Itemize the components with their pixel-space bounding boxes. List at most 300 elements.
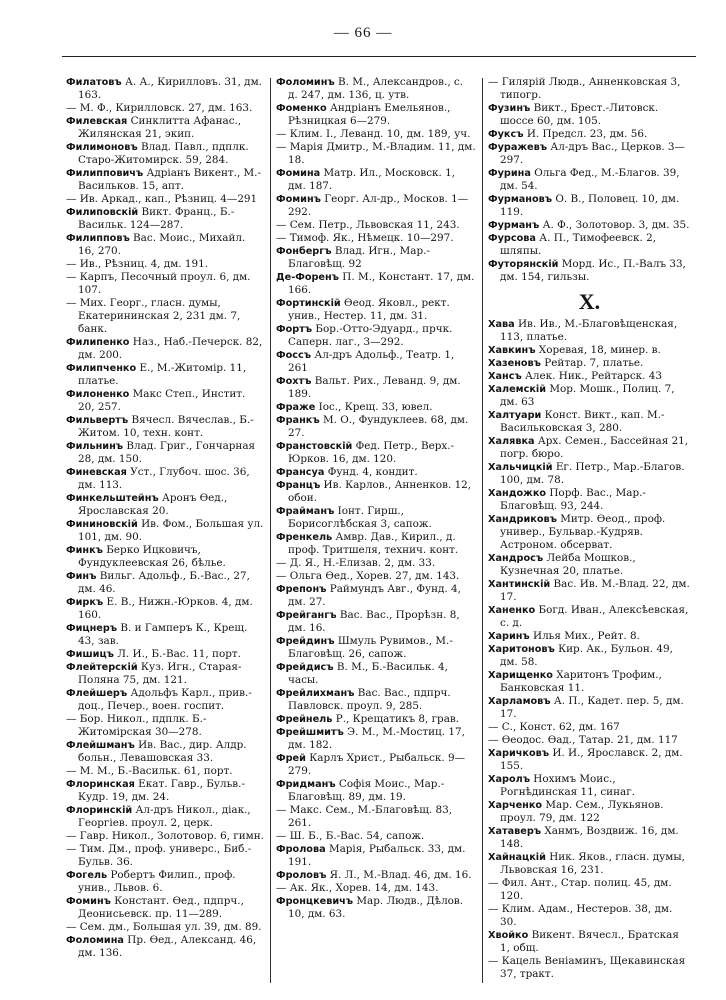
entry-text: Викент. Вячесл., Братская 1, общ.: [500, 929, 679, 954]
entry-text: Софія Моис., Мар.-Благовѣщ. 89, дм. 19.: [288, 778, 445, 803]
entry-surname: Хандриковъ: [488, 514, 557, 525]
entry-surname: Фиркъ: [66, 597, 104, 608]
entry-surname: Флейтерскій: [66, 662, 138, 673]
directory-entry: [488, 258, 691, 284]
directory-entry: [66, 661, 265, 687]
directory-entry: [66, 141, 265, 167]
entry-surname: Фрейшмитъ: [276, 727, 344, 738]
entry-text: Ольга Фед., М.-Благов. 39, дм. 54.: [500, 167, 680, 192]
entry-text: Аронъ Ѳед., Ярославская 20.: [78, 492, 228, 517]
entry-surname: Фролова: [276, 844, 326, 855]
entry-text: Матр. Ил., Московск. 1, дм. 187.: [288, 167, 456, 192]
directory-entry: [66, 232, 265, 258]
entry-text: Фед. Петр., Верх.-Юрков. 16, дм. 120.: [288, 440, 455, 465]
directory-entry: [488, 552, 691, 578]
directory-entry: [276, 778, 476, 804]
entry-text: Андріанъ Емельянов., Рѣзницкая 6—279.: [288, 102, 451, 127]
directory-entry: [276, 219, 476, 232]
directory-entry: [488, 102, 691, 128]
directory-entry: [66, 518, 265, 544]
entry-text: Я. Л., М.-Влад. 46, дм. 16.: [329, 869, 472, 881]
directory-entry: [66, 466, 265, 492]
entry-text: Хоревая, 18, минер. в.: [538, 344, 661, 356]
entry-text: — Макс. Сем., М.-Благовѣщ. 83, 261.: [276, 804, 453, 829]
entry-text: Ал-дръ Никол., діак., Георгіев. проул. 2, церк.: [78, 804, 251, 829]
entry-surname: Ханенко: [488, 605, 536, 616]
entry-text: Синклитта Афанас., Жилянская 21, экип.: [78, 115, 242, 140]
directory-entry: [276, 232, 476, 245]
column-divider: [482, 78, 483, 983]
entry-text: Мар. Сем., Лукьянов. проул. 79, дм. 122: [500, 799, 664, 824]
entry-surname: Флейшманъ: [66, 740, 135, 751]
directory-entry: [488, 773, 691, 799]
directory-entry: [276, 167, 476, 193]
entry-text: И. Предсл. 23, дм. 56.: [526, 128, 648, 140]
entry-text: Лейба Мошков., Кузнечная 20, платье.: [500, 552, 636, 577]
directory-entry: [66, 765, 265, 778]
entry-text: — Клим. Адам., Нестеров. 38, дм. 30.: [488, 903, 673, 928]
directory-entry: [66, 193, 265, 206]
entry-text: Ив. Фом., Большая ул. 101, дм. 90.: [78, 518, 264, 543]
column-middle: [276, 76, 476, 991]
entry-surname: Хвойко: [488, 930, 529, 941]
entry-surname: Футорянскій: [488, 259, 559, 270]
entry-text: — Ѳеодос. Ѳад., Татар. 21, дм. 117: [488, 734, 678, 746]
entry-surname: Харолъ: [488, 774, 530, 785]
directory-entry: [66, 648, 265, 661]
entry-text: — Гавр. Никол., Золотовор. 6, гимн.: [66, 830, 264, 842]
entry-text: — Ш. Б., Б.-Вас. 54, сапож.: [276, 830, 425, 842]
entry-surname: Фрейдинъ: [276, 636, 335, 647]
entry-text: Вас. Моис., Михайл. 16, 270.: [78, 232, 246, 257]
directory-entry: [276, 375, 476, 401]
directory-entry: [488, 929, 691, 955]
entry-surname: Филатовъ: [66, 77, 122, 88]
entry-text: Р., Крещатикъ 8, грав.: [335, 713, 460, 725]
entry-text: М. О., Фундуклеев. 68, дм. 27.: [288, 414, 469, 439]
entry-surname: Финевская: [66, 467, 127, 478]
entry-surname: Франсуа: [276, 467, 325, 478]
entry-text: — Карпъ, Песочный проул. 6, дм. 107.: [66, 271, 251, 296]
entry-text: — Ак. Як., Хорев. 14, дм. 143.: [276, 882, 439, 894]
column-divider: [270, 78, 271, 983]
entry-text: Пр. Ѳед., Александ. 46, дм. 136.: [78, 934, 257, 959]
entry-text: Наз., Наб.-Печерск. 82, дм. 200.: [78, 336, 263, 361]
directory-entry: [488, 578, 691, 604]
entry-text: Раймундъ Авг., Фунд. 4, дм. 27.: [288, 583, 461, 608]
entry-surname: Фуксъ: [488, 129, 524, 140]
directory-entry: [488, 370, 691, 383]
entry-text: О. В., Половец. 10, дм. 119.: [500, 193, 680, 218]
entry-surname: Филипповичъ: [66, 168, 144, 179]
entry-surname: Харченко: [488, 800, 543, 811]
directory-entry: [66, 713, 265, 739]
directory-entry: [488, 955, 691, 981]
column-left: [66, 76, 265, 991]
entry-text: Л. И., Б.-Вас. 11, порт.: [117, 648, 241, 660]
entry-surname: Фузинъ: [488, 103, 531, 114]
entry-text: В. и Гамперъ К., Крещ. 43, зав.: [78, 622, 248, 647]
entry-text: Марія, Рыбальск. 33, дм. 191.: [288, 843, 466, 868]
directory-entry: [66, 778, 265, 804]
entry-text: Илья Мих., Рейт. 8.: [533, 630, 640, 642]
directory-entry: [276, 141, 476, 167]
entry-text: Бор.-Отто-Эдуард., прчк. Саперн. лаг., 3—292.: [288, 323, 453, 348]
directory-entry: [488, 435, 691, 461]
entry-text: — С., Конст. 62, дм. 167: [488, 721, 620, 733]
entry-surname: Финкельштейнъ: [66, 493, 159, 504]
entry-text: Ѳеод. Яковл., рект. унив., Нестер. 11, дм. 31.: [288, 297, 450, 322]
directory-entry: [276, 583, 476, 609]
directory-entry: [66, 492, 265, 518]
directory-entry: [488, 721, 691, 734]
entry-surname: Хава: [488, 319, 515, 330]
entry-text: Рейтар. 7, платье.: [544, 357, 644, 369]
entry-surname: Филипенко: [66, 337, 130, 348]
directory-entry: [66, 830, 265, 843]
entry-surname: Франстовскій: [276, 441, 353, 452]
directory-entry: [488, 643, 691, 669]
entry-surname: Флейшеръ: [66, 688, 128, 699]
entry-text: Амвр. Дав., Кирил., д. проф. Тритшеля, технич. конт.: [288, 531, 459, 556]
entry-surname: Фурманъ: [488, 220, 540, 231]
entry-surname: Филоненко: [66, 389, 130, 400]
entry-surname: Хальчицкій: [488, 462, 553, 473]
directory-entry: [488, 695, 691, 721]
directory-entry: [66, 895, 265, 921]
entry-surname: Фонбергъ: [276, 246, 332, 257]
directory-entry: [488, 232, 691, 258]
entry-text: Іонт. Гирш., Борисоглѣбская 3, сапож.: [288, 505, 432, 530]
entry-surname: Филипченко: [66, 363, 137, 374]
entry-text: А. Ф., Золотовор. 3, дм. 35.: [542, 219, 690, 231]
entry-text: Кир. Ак., Бульон. 49, дм. 58.: [500, 643, 673, 668]
directory-entry: [488, 461, 691, 487]
directory-entry: [488, 903, 691, 929]
entry-text: Адріанъ Викент., М.-Васильков. 15, апт.: [78, 167, 261, 192]
directory-entry: [66, 934, 265, 960]
entry-surname: Фильвертъ: [66, 415, 129, 426]
entry-surname: Харламовъ: [488, 696, 551, 707]
entry-text: — Бор. Никол., пдплк. Б.-Житомірская 30—278.: [66, 713, 207, 738]
entry-text: Констант. Ѳед., пдпрч., Деонисьевск. пр. 11—289.: [78, 895, 244, 920]
entry-surname: Фрейнель: [276, 714, 333, 725]
entry-text: Влад. Игн., Мар.-Благовѣщ. 92: [288, 245, 430, 270]
entry-surname: Фогель: [66, 870, 108, 881]
entry-text: Влад. Павл., пдплк. Старо-Житомирск. 59, 284.: [78, 141, 249, 166]
entry-surname: Фрей: [276, 753, 306, 764]
directory-entry: [488, 851, 691, 877]
page-number: — 66 —: [333, 25, 393, 41]
entry-surname: Харищенко: [488, 670, 553, 681]
directory-entry: [66, 388, 265, 414]
directory-entry: [66, 102, 265, 115]
directory-entry: [276, 505, 476, 531]
entry-text: Берко Ицковичъ, Фундуклеевская 26, бѣлье.: [78, 544, 226, 569]
entry-text: Э. М., М.-Мостиц. 17, дм. 182.: [288, 726, 465, 751]
directory-entry: [276, 713, 476, 726]
entry-text: Вальт. Рих., Леванд. 9, дм. 189.: [288, 375, 461, 400]
directory-entry: [276, 661, 476, 687]
entry-text: Конст. Викт., кап. М.-Васильковская 3, 280.: [500, 409, 665, 434]
entry-surname: Фортинскій: [276, 298, 341, 309]
directory-entry: [66, 115, 265, 141]
directory-entry: [276, 440, 476, 466]
entry-surname: Фортъ: [276, 324, 313, 335]
entry-surname: Фраже: [276, 402, 316, 413]
entry-surname: Халемскій: [488, 384, 547, 395]
directory-entry: [276, 804, 476, 830]
entry-text: Викт., Брест.-Литовск. шоссе 60, дм. 105.: [500, 102, 659, 127]
entry-surname: Фоминъ: [66, 896, 111, 907]
entry-text: — М. М., Б.-Васильк. 61, порт.: [66, 765, 233, 777]
entry-text: — Марія Дмитр., М.-Владим. 11, дм. 18.: [276, 141, 476, 166]
directory-entry: [66, 271, 265, 297]
directory-entry: [66, 739, 265, 765]
directory-entry: [66, 362, 265, 388]
directory-entry: [66, 804, 265, 830]
directory-entry: [66, 921, 265, 934]
entry-text: Ханмъ, Воздвиж. 16, дм. 148.: [500, 825, 679, 850]
entry-surname: Фоминъ: [276, 194, 321, 205]
entry-surname: Фильнинъ: [66, 441, 124, 452]
entry-surname: Фохтъ: [276, 376, 312, 387]
entry-text: Ник. Яков., гласн. думы, Львовская 16, 231.: [500, 851, 685, 876]
entry-text: Адольфъ Карл., прив.-доц., Печер., воен. госпит.: [78, 687, 252, 712]
entry-text: Харитонъ Трофим., Банковская 11.: [500, 669, 662, 694]
directory-entry: [276, 479, 476, 505]
entry-surname: Фурина: [488, 168, 531, 179]
directory-entry: [488, 383, 691, 409]
entry-text: В. М., Александров., с. д. 247, дм. 136, ц. утв.: [288, 76, 464, 101]
directory-entry: [276, 752, 476, 778]
entry-surname: Финъ: [66, 571, 97, 582]
directory-entry: [276, 882, 476, 895]
entry-text: Митр. Ѳеод., проф. универ., Бульвар.-Кудряв. Астроном. обсерват.: [500, 513, 666, 551]
entry-surname: Хантинскій: [488, 579, 551, 590]
entry-surname: Фронцкевичъ: [276, 896, 354, 907]
entry-text: Макс Степ., Инстит. 20, 257.: [78, 388, 246, 413]
entry-text: Влад. Григ., Гончарная 28, дм. 150.: [78, 440, 256, 465]
entry-text: Мар. Людв., Дѣлов. 10, дм. 63.: [288, 895, 464, 920]
directory-entry: [276, 635, 476, 661]
entry-surname: Хансъ: [488, 371, 522, 382]
entry-text: Алек. Ник., Рейтарск. 43: [525, 370, 662, 382]
entry-surname: Хайнацкій: [488, 852, 546, 863]
entry-text: Шмуль Рувимов., М.-Благовѣщ. 26, сапож.: [288, 635, 453, 660]
entry-surname: Флоринскій: [66, 805, 133, 816]
entry-text: А. П., Кадет. пер. 5, дм. 17.: [500, 695, 684, 720]
entry-text: Вас. Вас., пдпрч. Павловск. проул. 9, 285.: [288, 687, 451, 712]
directory-entry: [276, 531, 476, 557]
directory-entry: [488, 344, 691, 357]
directory-entry: [276, 245, 476, 271]
entry-surname: Фрейлихманъ: [276, 688, 355, 699]
entry-surname: Фуражевъ: [488, 142, 548, 153]
section-letter: X.: [578, 289, 601, 314]
directory-entry: [276, 414, 476, 440]
directory-entry: [66, 544, 265, 570]
entry-surname: Халявка: [488, 436, 535, 447]
entry-text: — Сем. дм., Большая ул. 39, дм. 89.: [66, 921, 262, 933]
entry-text: — Тимоф. Як., Нѣмецк. 10—297.: [276, 232, 454, 244]
directory-entry: [276, 193, 476, 219]
directory-entry: [276, 726, 476, 752]
entry-text: Вас. Вас., Прорѣзн. 8, дм. 16.: [288, 609, 460, 634]
entry-text: — Ольга Ѳед., Хорев. 27, дм. 143.: [276, 570, 460, 582]
entry-text: — Сем. Петр., Львовская 11, 243.: [276, 219, 460, 231]
entry-surname: Фоссъ: [276, 350, 312, 361]
entry-text: Викт. Франц., Б.-Васильк. 124—287.: [78, 206, 235, 231]
entry-surname: Хазеновъ: [488, 358, 541, 369]
directory-entry: [276, 401, 476, 414]
entry-surname: Харинъ: [488, 631, 530, 642]
directory-entry: [276, 128, 476, 141]
entry-surname: Хандросъ: [488, 553, 544, 564]
directory-entry: [276, 687, 476, 713]
entry-text: Богд. Иван., Алексѣевская, с. д.: [500, 604, 689, 629]
entry-surname: Фоломинъ: [276, 77, 335, 88]
entry-text: Ив. Карлов., Анненков. 12, обои.: [288, 479, 472, 504]
entry-text: Робертъ Филип., проф. унив., Львов. 6.: [78, 869, 236, 894]
directory-entry: [276, 102, 476, 128]
entry-surname: Фурсова: [488, 233, 536, 244]
directory-entry: [488, 669, 691, 695]
directory-entry: [66, 570, 265, 596]
entry-surname: Фининовскій: [66, 519, 138, 530]
entry-text: — Гилярій Людв., Анненковская 3, типогр.: [488, 76, 681, 101]
directory-entry: [488, 630, 691, 643]
entry-text: — М. Ф., Кирилловск. 27, дм. 163.: [66, 102, 253, 114]
directory-entry: [276, 557, 476, 570]
entry-text: Е. В., Нижн.-Юрков. 4, дм. 160.: [78, 596, 253, 621]
directory-entry: [276, 830, 476, 843]
entry-text: В. М., Б.-Васильк. 4, часы.: [288, 661, 448, 686]
directory-entry: [488, 76, 691, 102]
entry-text: Куз. Игн., Старая-Поляна 75, дм. 121.: [78, 661, 242, 686]
directory-entry: [276, 297, 476, 323]
directory-entry: [66, 414, 265, 440]
entry-surname: Харитоновъ: [488, 644, 555, 655]
directory-entry: [488, 318, 691, 344]
directory-entry: [66, 76, 265, 102]
entry-text: Іос., Крещ. 33, ювел.: [318, 401, 433, 413]
entry-text: Фунд. 4, кондит.: [327, 466, 418, 478]
entry-surname: Хандожко: [488, 488, 547, 499]
entry-text: — Мих. Георг., гласн. думы, Екатерининская 2, 231 дм. 7, банк.: [66, 297, 241, 335]
entry-surname: Франкъ: [276, 415, 320, 426]
directory-entry: [276, 323, 476, 349]
directory-entry: [488, 825, 691, 851]
entry-text: Георг. Ал-др., Москов. 1—292.: [288, 193, 469, 218]
directory-entry: [66, 258, 265, 271]
entry-text: Екат. Гавр., Бульв.-Кудр. 19, дм. 24.: [78, 778, 245, 803]
entry-surname: Де-Форенъ: [276, 272, 339, 283]
entry-surname: Хатаверъ: [488, 826, 542, 837]
entry-surname: Флоринская: [66, 779, 135, 790]
entry-text: Уст., Глубоч. шос. 36, дм. 113.: [78, 466, 250, 491]
entry-surname: Фурмановъ: [488, 194, 553, 205]
entry-text: Е., М.-Житомір. 11, платье.: [78, 362, 247, 387]
entry-surname: Фишицъ: [66, 649, 114, 660]
entry-surname: Фридманъ: [276, 779, 336, 790]
entry-text: — Клим. I., Леванд. 10, дм. 189, уч.: [276, 128, 471, 140]
entry-text: — Фил. Ант., Стар. полиц. 45, дм. 120.: [488, 877, 672, 902]
directory-entry: [66, 843, 265, 869]
entry-text: П. М., Констант. 17, дм. 166.: [288, 271, 475, 296]
entry-surname: Фоменко: [276, 103, 327, 114]
directory-entry: [276, 869, 476, 882]
directory-entry: [488, 799, 691, 825]
entry-text: Вильг. Адольф., Б.-Вас., 27, дм. 46.: [78, 570, 250, 595]
directory-entry: [66, 596, 265, 622]
entry-surname: Фицнеръ: [66, 623, 118, 634]
entry-text: Ив. Вас., дир. Алдр. больн., Левашовская 33.: [78, 739, 247, 764]
entry-surname: Фрепонъ: [276, 584, 327, 595]
entry-text: Мор. Мошк., Полиц. 7, дм. 63: [500, 383, 675, 408]
entry-surname: Халтуари: [488, 410, 542, 421]
entry-surname: Фрейгангъ: [276, 610, 337, 621]
entry-text: — Ив., Рѣзниц. 4, дм. 191.: [66, 258, 209, 270]
entry-surname: Фрайманъ: [276, 506, 335, 517]
column-right: [488, 76, 691, 991]
entry-surname: Филипповъ: [66, 233, 130, 244]
directory-entry: [66, 622, 265, 648]
directory-entry: [66, 336, 265, 362]
entry-text: А. П., Тимофеевск. 2, шляпы.: [500, 232, 657, 257]
directory-entry: [66, 206, 265, 232]
directory-entry: [488, 604, 691, 630]
entry-surname: Францъ: [276, 480, 321, 491]
directory-entry: [488, 877, 691, 903]
entry-surname: Фоломина: [66, 935, 124, 946]
directory-entry: [488, 734, 691, 747]
directory-entry: [488, 513, 691, 552]
entry-surname: Фрейдисъ: [276, 662, 334, 673]
directory-entry: [66, 440, 265, 466]
directory-entry: [488, 409, 691, 435]
entry-text: — Кацель Веніаминъ, Щекавинская 37, тракт.: [488, 955, 686, 980]
entry-text: А. А., Кирилловъ. 31, дм. 163.: [78, 76, 262, 101]
directory-entry: [66, 297, 265, 336]
entry-text: Ал-дръ Вас., Церков. 3—297.: [500, 141, 685, 166]
directory-entry: [488, 219, 691, 232]
directory-entry: [276, 570, 476, 583]
directory-entry: [488, 193, 691, 219]
entry-text: И. И., Ярославск. 2, дм. 155.: [500, 747, 683, 772]
directory-entry: [276, 349, 476, 375]
entry-text: Порф. Вас., Мар.-Благовѣщ. 93, 244.: [500, 487, 646, 512]
entry-surname: Фомина: [276, 168, 321, 179]
directory-entry: [276, 466, 476, 479]
directory-entry: [276, 843, 476, 869]
entry-text: — Д. Я., Н.-Елизав. 2, дм. 33.: [276, 557, 436, 569]
entry-surname: Френкель: [276, 532, 333, 543]
directory-entry: [276, 609, 476, 635]
entry-text: Ег. Петр., Мар.-Благов. 100, дм. 78.: [500, 461, 685, 486]
header-rule: [62, 56, 696, 57]
directory-entry: [488, 487, 691, 513]
directory-entry: [276, 271, 476, 297]
entry-surname: Финкъ: [66, 545, 103, 556]
entry-surname: Фроловъ: [276, 870, 327, 881]
directory-entry: [488, 128, 691, 141]
entry-text: Карлъ Христ., Рыбальск. 9—279.: [288, 752, 465, 777]
directory-entry: [276, 76, 476, 102]
directory-entry: [66, 687, 265, 713]
directory-entry: [488, 141, 691, 167]
directory-entry: [488, 747, 691, 773]
